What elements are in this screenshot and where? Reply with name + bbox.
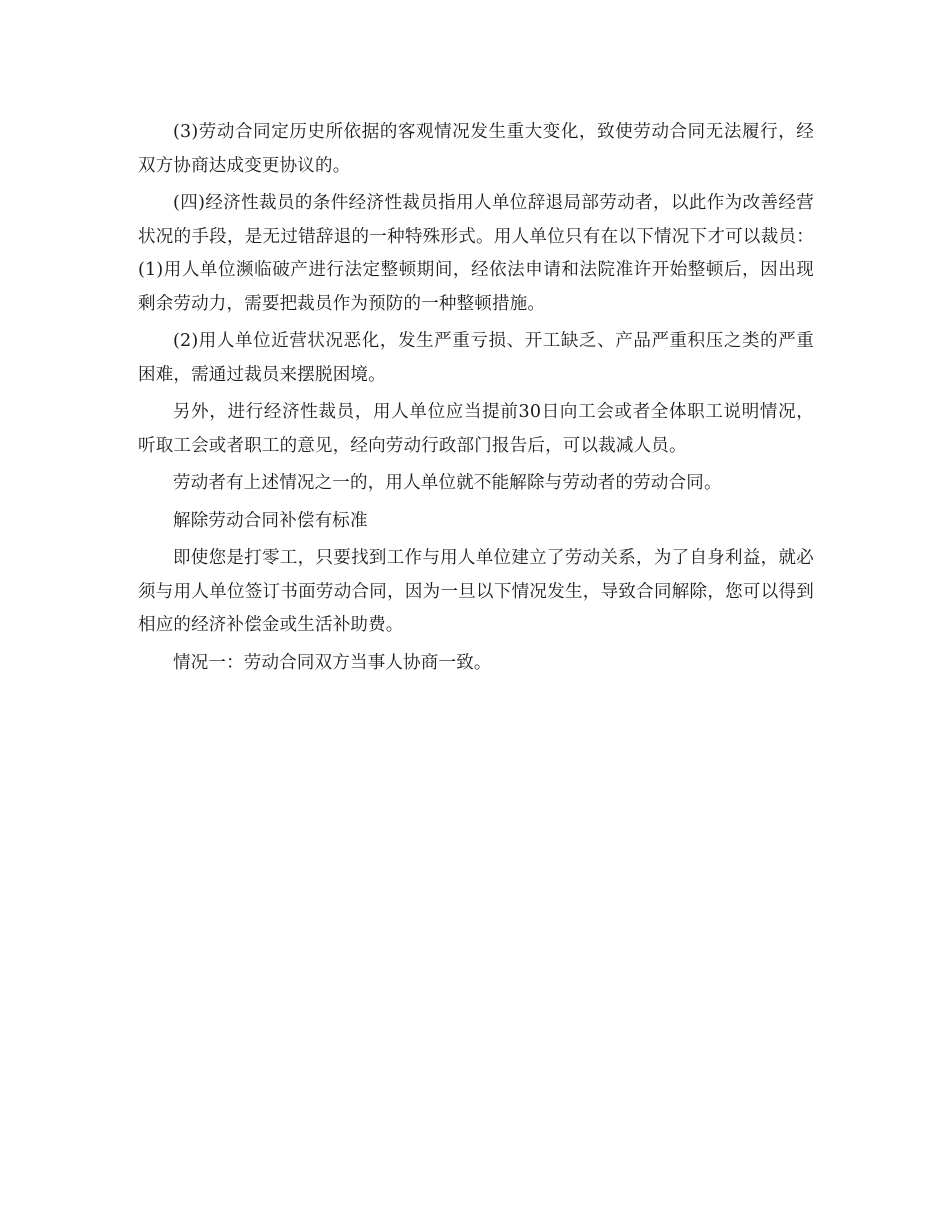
paragraph-operating-difficulty: (2)用人单位近营状况恶化，发生严重亏损、开工缺乏、产品严重积压之类的严重困难，需通过裁员来摆脱困境。 bbox=[138, 331, 814, 385]
document-body bbox=[138, 116, 814, 684]
paragraph-layoff-procedure: 另外，进行经济性裁员，用人单位应当提前30日向工会或者全体职工说明情况，听取工会或者职工的意见，经向劳动行政部门报告后，可以裁减人员。 bbox=[138, 402, 814, 456]
paragraph-case-one: 情况一：劳动合同双方当事人协商一致。 bbox=[173, 652, 492, 673]
paragraph-contract-change: (3)劳动合同定历史所依据的客观情况发生重大变化，致使劳动合同无法履行，经双方协商达成变更协议的。 bbox=[138, 122, 814, 176]
paragraph-no-termination: 劳动者有上述情况之一的，用人单位就不能解除与劳动者的劳动合同。 bbox=[173, 473, 722, 493]
paragraph-written-contract: 即使您是打零工，只要找到工作与用人单位建立了劳动关系，为了自身利益，就必须与用人单位签订书面劳动合同，因为一旦以下情况发生，导致合同解除，您可以得到相应的经济补偿金或生活补助费。 bbox=[138, 548, 814, 635]
paragraph-economic-layoff-conditions: (四)经济性裁员的条件经济性裁员指用人单位辞退局部劳动者，以此作为改善经营状况的手段，是无过错辞退的一种特殊形式。用人单位只有在以下情况下才可以裁员：(1)用人单位濒临破产进行法定整顿期间，经依法申请和法院准许开始整顿后，因出现剩余劳动力，需要把裁员作为预防的一种整顿措施。 bbox=[138, 193, 814, 314]
section-heading-compensation-standard: 解除劳动合同补偿有标准 bbox=[173, 510, 368, 531]
